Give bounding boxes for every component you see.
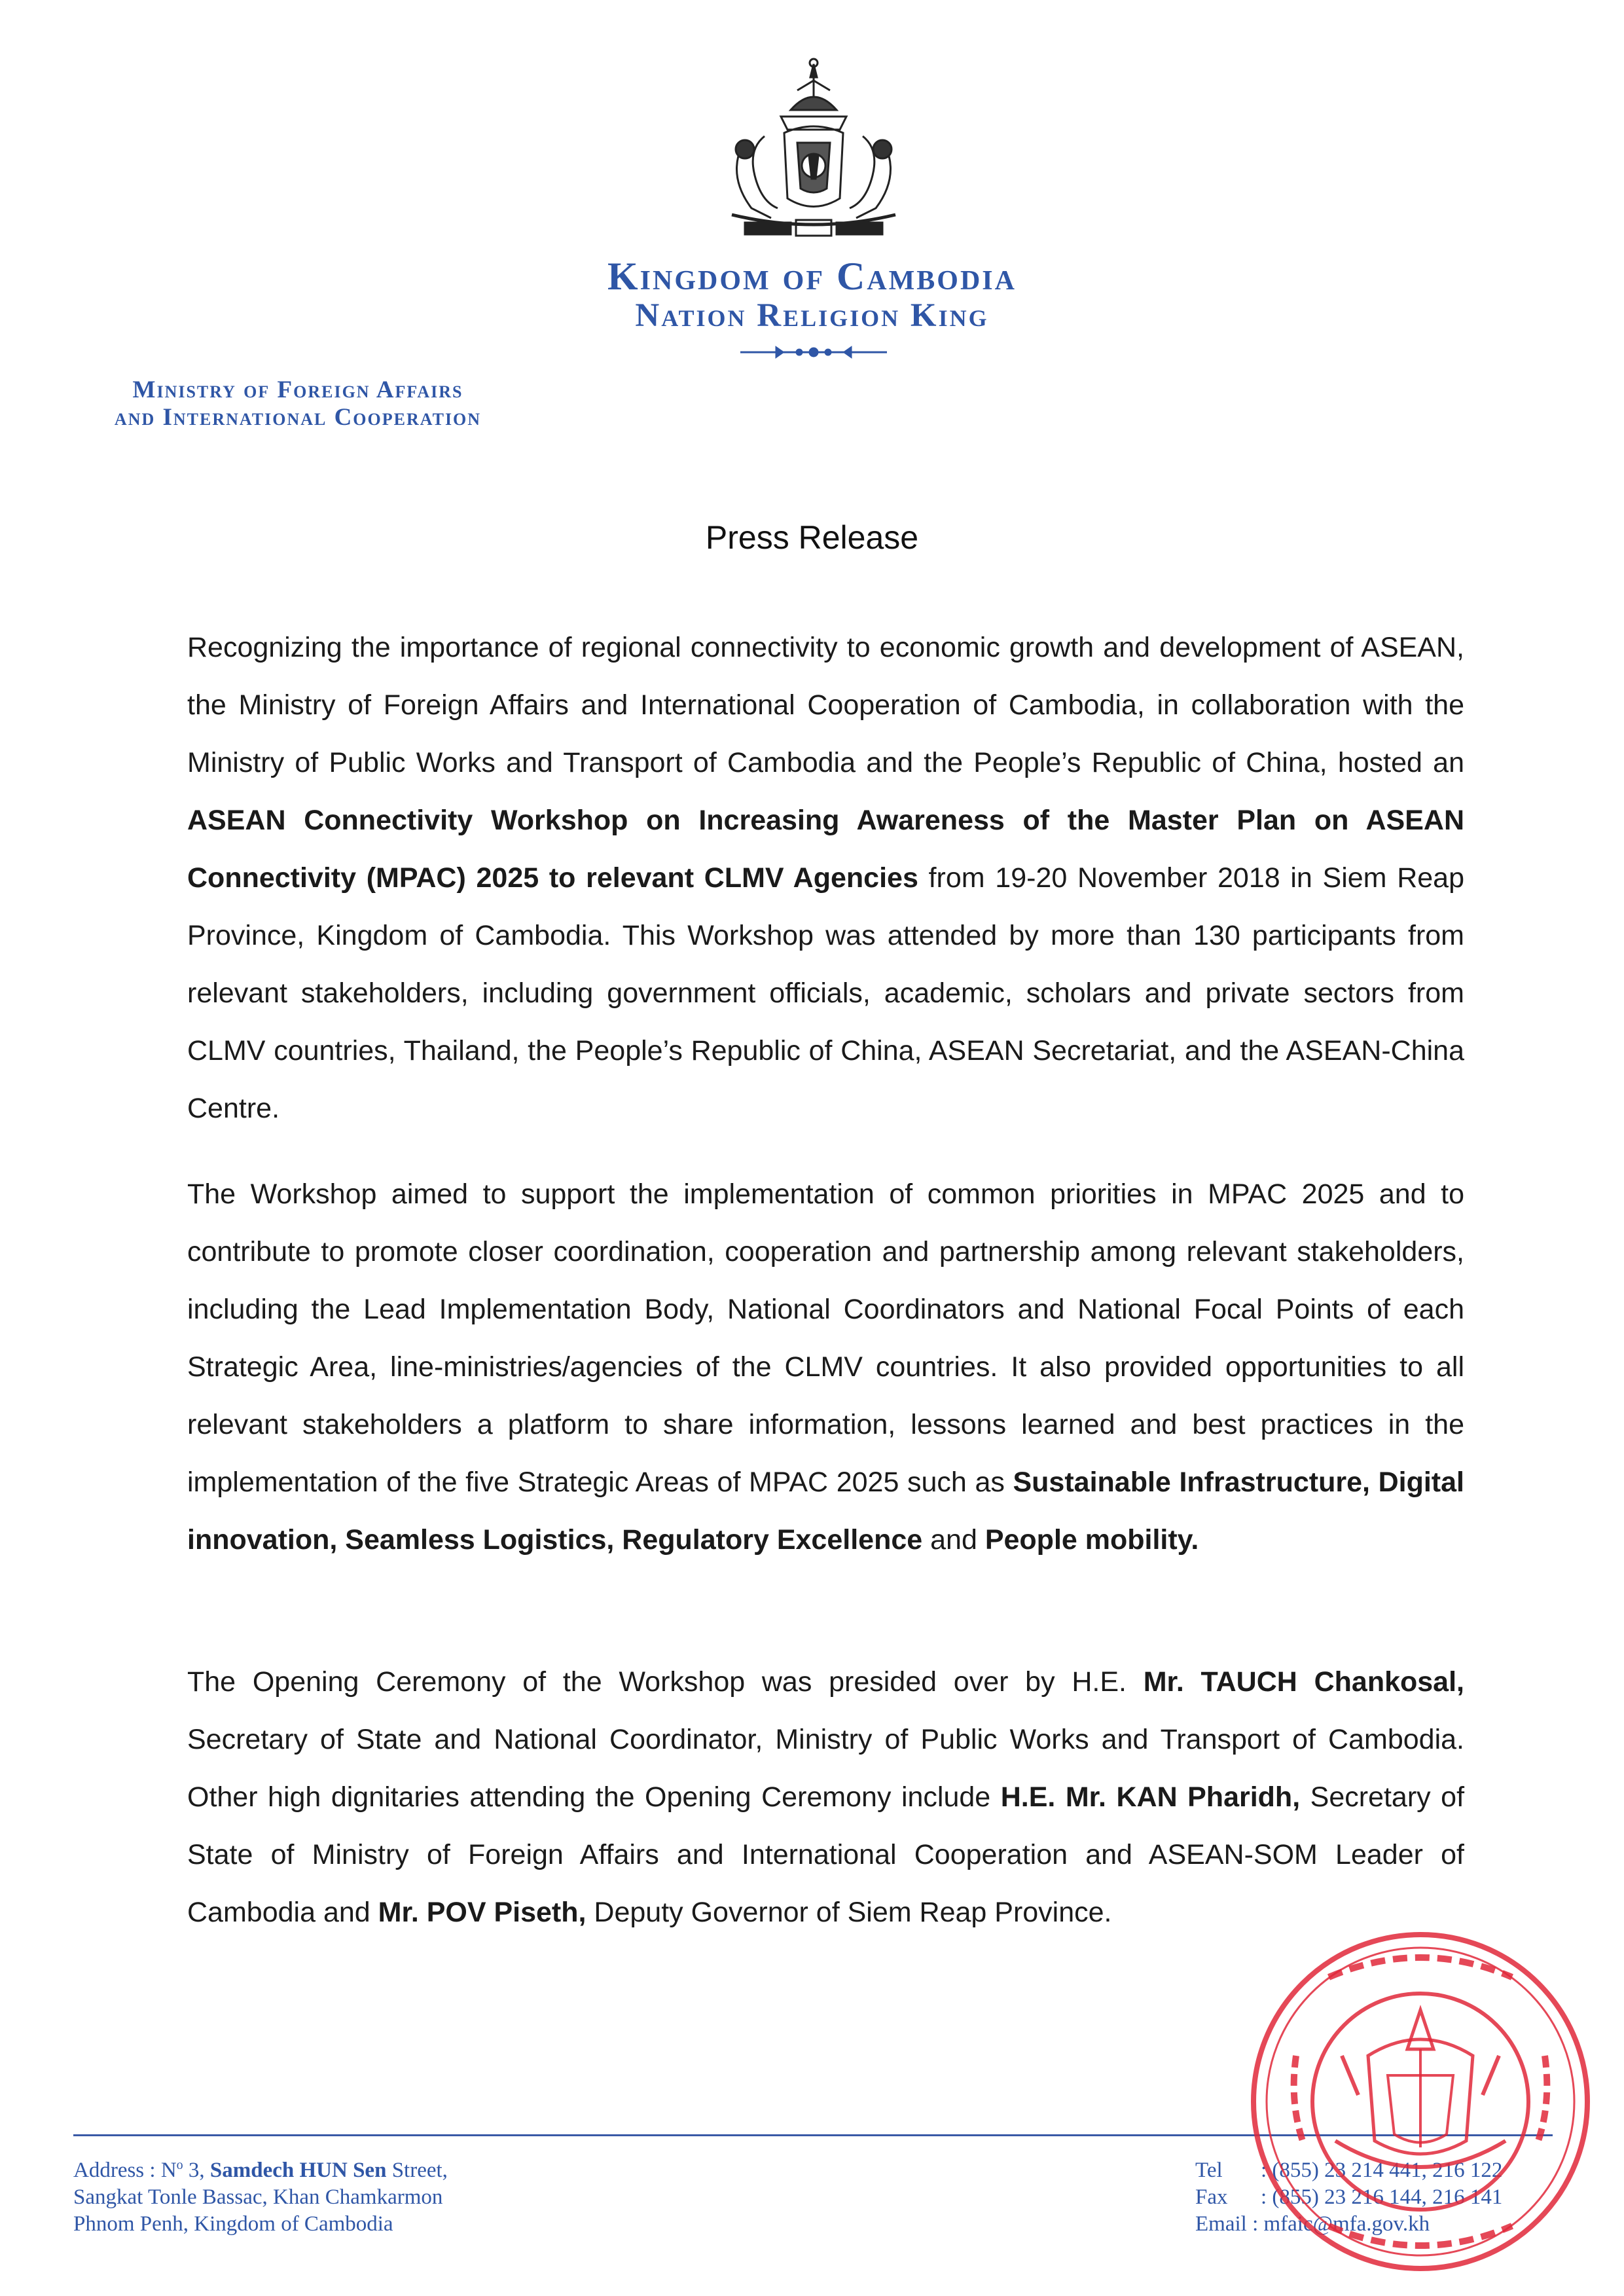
ministry-seal-icon (1237, 1925, 1604, 2278)
royal-coat-of-arms-icon (719, 58, 909, 244)
page-title: Press Release (705, 519, 919, 556)
footer-fax: Fax : (855) 23 216 144, 216 141 (1195, 2185, 1503, 2209)
paragraph-1: Recognizing the importance of regional connectivity to economic growth and development of ASEAN, the Ministry of Foreign Affairs and International Cooperation of Cambodia, in collaboration with the Ministry of Public Works and Transport of Cambodia and the People’s Republic of China, hosted an ASEAN Connectivity Workshop on Increasing Awareness of the Master Plan on ASEAN Connectivity (MPAC) 2025 to relevant CLMV Agencies from 19-20 November 2018 in Siem Reap Province, Kingdom of Cambodia. This Workshop was attended by more than 130 participants from relevant stakeholders, including government officials, academic, scholars and private sectors from CLMV countries, Thailand, the People’s Republic of China, ASEAN Secretariat, and the ASEAN-China Centre. (187, 632, 1464, 1124)
letterhead-motto: Nation Religion King (635, 297, 989, 334)
ministry-name-line1: Ministry of Foreign Affairs (132, 376, 463, 403)
paragraph-3: The Opening Ceremony of the Workshop was presided over by H.E. Mr. TAUCH Chankosal, Secretary of State and National Coordinator, Ministry of Public Works and Transport of Cambodia. Other high dignitaries attending the Opening Ceremony include H.E. Mr. KAN Pharidh, Secretary of State of Ministry of Foreign Affairs and International Cooperation and ASEAN-SOM Leader of Cambodia and Mr. POV Piseth, Deputy Governor of Siem Reap Province. (187, 1666, 1465, 1928)
letterhead-kingdom: Kingdom of Cambodia (607, 255, 1017, 298)
footer-address: Address : $N^o$ 3, Samdech HUN Sen Street, Sangkat Tonle Bassac, Khan Chamkarmon Phnom Penh, Kingdom of Cambodia (73, 2158, 448, 2236)
ministry-name-line2: and International Cooperation (114, 404, 482, 431)
decorative-divider-icon (737, 342, 890, 362)
footer-tel: Tel : (855) 23 214 441, 216 122 (1195, 2159, 1503, 2182)
footer-email: Email : mfaic@mfa.gov.kh (1195, 2212, 1430, 2236)
paragraph-2: The Workshop aimed to support the implementation of common priorities in MPAC 2025 and to contribute to promote closer coordination, cooperation and partnership among relevant stakeholders, including the Lead Implementation Body, National Coordinators and National Focal Points of each Strategic Area, line-ministries/agencies of the CLMV countries. It also provided opportunities to all relevant stakeholders a platform to share information, lessons learned and best practices in the implementation of the five Strategic Areas of MPAC 2025 such as Sustainable Infrastructure, Digital innovation, Seamless Logistics, Regulatory Excellence and People mobility. (187, 1178, 1464, 1556)
